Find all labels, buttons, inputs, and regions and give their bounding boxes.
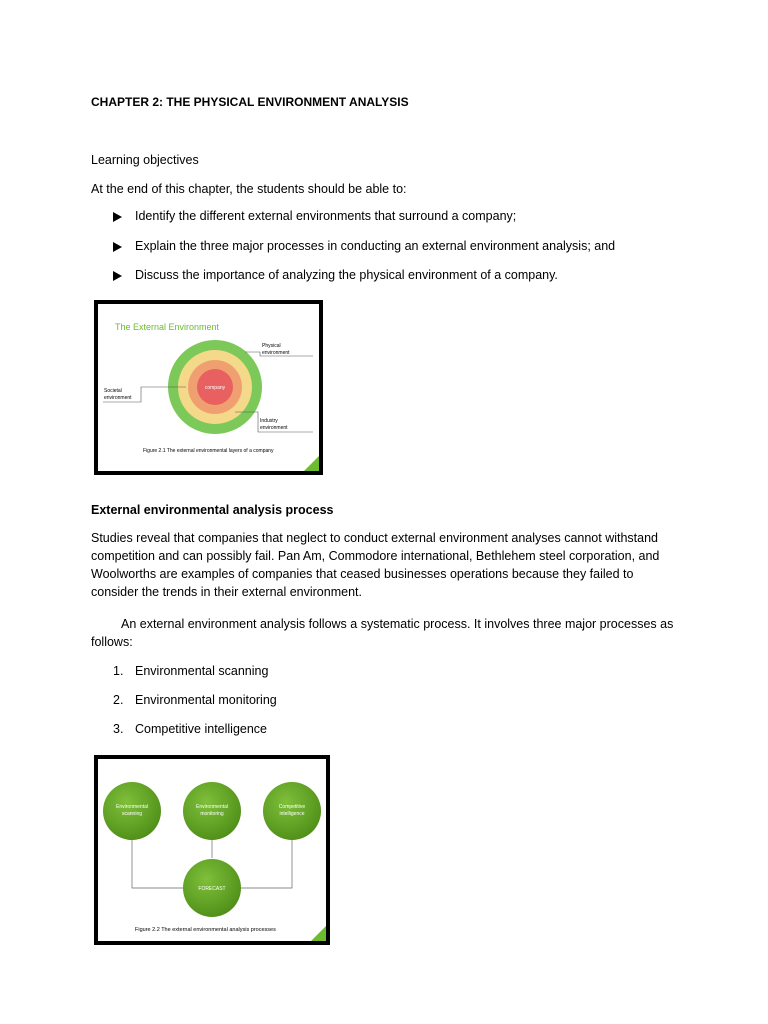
paragraph-line: Studies reveal that companies that neglect to conduct external environment analyses cannot withstand [91,531,659,545]
chapter-title: CHAPTER 2: THE PHYSICAL ENVIRONMENT ANALYSIS [91,95,409,109]
figure-external-environment [94,300,323,475]
paragraph-1 [91,529,691,601]
figure1-caption: Figure 2.1 The external environmental layers of a company [143,448,274,454]
physical-label-2: environment [262,350,290,356]
connector-line [240,839,292,888]
corner-accent [311,926,326,941]
node1-label-2: scanning [121,811,143,817]
objective-text: Discuss the importance of analyzing the physical environment of a company. [135,268,558,282]
objective-text: Explain the three major processes in conducting an external environment analysis; and [135,239,616,253]
figure2-caption: Figure 2.2 The external environmental analysis processes [135,927,276,933]
intro-text: At the end of this chapter, the students should be able to: [91,182,407,196]
external-environment-diagram [98,304,319,471]
paragraph-2 [91,615,691,651]
node3-label-1: Competitive [278,804,306,810]
node2-label-1: Environmental [196,804,228,810]
process-label: Competitive intelligence [135,722,268,736]
paragraph-line: follows: [91,635,133,649]
bullet-triangle-icon [113,271,122,281]
section-heading: External environmental analysis process [91,503,334,517]
bullet-triangle-icon [113,212,122,222]
paragraph-line: competition and can possibly fail. Pan Am, Commodore international, Bethlehem steel corporation, and [91,549,660,563]
list-number: 1. [113,664,124,678]
company-label: company [204,385,226,391]
corner-accent [304,456,319,471]
learning-objectives-label: Learning objectives [91,153,199,167]
industry-label-1: Industry [260,418,278,424]
societal-label-2: environment [104,395,132,401]
list-number: 2. [113,693,124,707]
paragraph-line: An external environment analysis follows a systematic process. It involves three major processes as [121,617,674,631]
societal-label-1: Societal [104,388,122,394]
list-number: 3. [113,722,124,736]
paragraph-line: Woolworths are examples of companies that ceased businesses operations because they failed to [91,567,634,581]
industry-label-2: environment [260,425,288,431]
figure1-title: The External Environment [115,322,220,332]
analysis-process-diagram [98,759,326,941]
connector-line [132,839,184,888]
physical-label-1: Physical [262,343,281,349]
bullet-triangle-icon [113,242,122,252]
list-item [113,722,267,736]
paragraph-line: consider the trends in their external environment. [91,585,362,599]
list-item [113,693,277,707]
objective-text: Identify the different external environments that surround a company; [135,209,517,223]
node1-label-1: Environmental [116,804,148,810]
figure-analysis-processes [94,755,330,945]
list-item [113,664,268,678]
process-label: Environmental scanning [135,664,269,678]
node3-label-2: intelligence [279,811,305,817]
process-label: Environmental monitoring [135,693,277,707]
forecast-label: FORECAST [198,886,226,892]
node2-label-2: monitoring [200,811,224,817]
